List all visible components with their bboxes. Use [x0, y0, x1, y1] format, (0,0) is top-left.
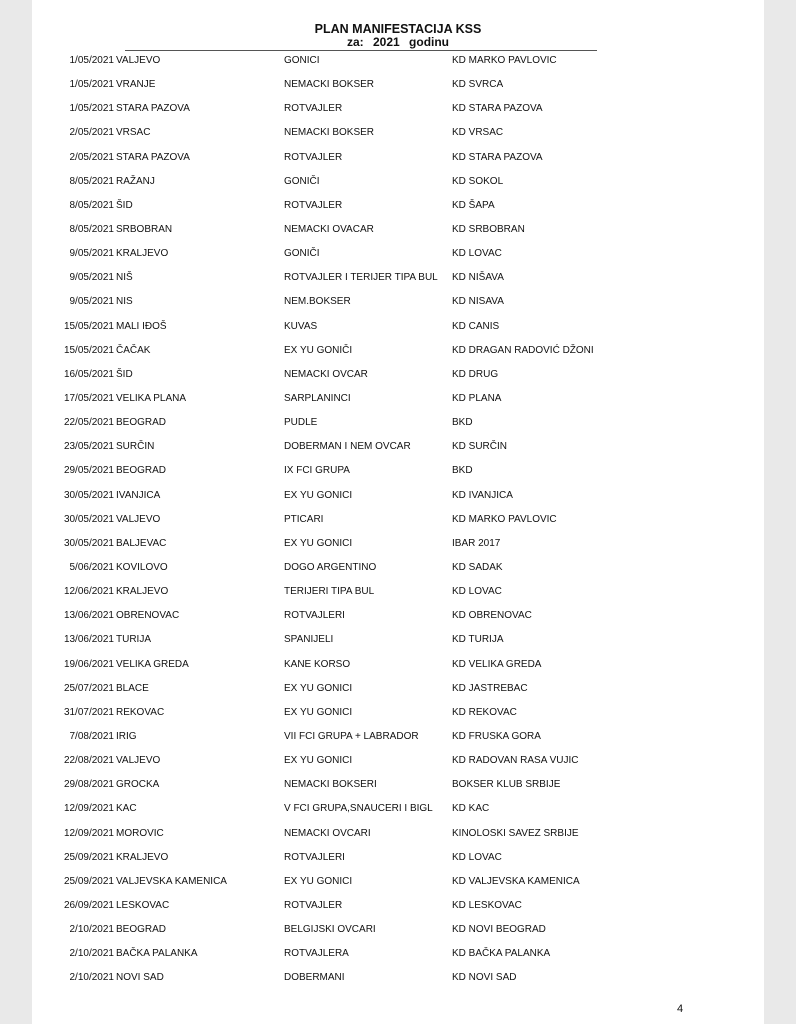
event-place: IRIG: [116, 730, 137, 742]
event-date: 25/07/2021: [63, 682, 114, 694]
table-row: [32, 462, 764, 486]
table-row: [32, 535, 764, 559]
event-date: 19/06/2021: [63, 658, 114, 670]
event-club: KD NIŠAVA: [452, 272, 504, 284]
event-date: 8/05/2021: [69, 199, 114, 211]
table-row: [32, 583, 764, 607]
event-breed: ROTVAJLER: [284, 103, 343, 115]
document-subtitle: [32, 36, 764, 49]
event-place: BEOGRAD: [116, 417, 167, 429]
table-row: [32, 245, 764, 269]
event-club: KINOLOSKI SAVEZ SRBIJE: [452, 827, 579, 839]
event-place: TURIJA: [116, 634, 151, 646]
event-breed: ROTVAJLER: [284, 899, 343, 911]
event-date: 15/05/2021: [63, 320, 114, 332]
event-place: BEOGRAD: [116, 465, 167, 477]
event-place: IVANJICA: [116, 489, 161, 501]
event-place: BAČKA PALANKA: [116, 948, 198, 960]
page-number: 4: [677, 1003, 684, 1015]
table-row: [32, 752, 764, 776]
event-date: 30/05/2021: [63, 513, 114, 525]
event-date: 9/05/2021: [69, 296, 114, 308]
event-date: 2/05/2021: [69, 127, 114, 139]
event-club: KD LOVAC: [452, 851, 502, 863]
event-place: KRALJEVO: [116, 248, 169, 260]
table-row: [32, 100, 764, 124]
event-date: 23/05/2021: [63, 441, 114, 453]
event-date: 29/08/2021: [63, 779, 114, 791]
event-club: KD VRSAC: [452, 127, 504, 139]
event-club: KD SURČIN: [452, 441, 508, 453]
event-breed: DOBERMANI: [284, 972, 345, 984]
event-place: LESKOVAC: [116, 899, 170, 911]
event-club: KD NISAVA: [452, 296, 504, 308]
event-place: RAŽANJ: [116, 175, 155, 187]
event-club: KD STARA PAZOVA: [452, 151, 543, 163]
event-breed: PTICARI: [284, 513, 324, 525]
event-club: KD SOKOL: [452, 175, 504, 187]
event-breed: PUDLE: [284, 417, 318, 429]
event-place: ŠID: [116, 199, 133, 211]
table-row: [32, 800, 764, 824]
event-breed: IX FCI GRUPA: [284, 465, 350, 477]
event-place: VELIKA GREDA: [116, 658, 189, 670]
event-club: IBAR 2017: [452, 537, 501, 549]
table-row: [32, 631, 764, 655]
event-date: 8/05/2021: [69, 223, 114, 235]
table-row: [32, 607, 764, 631]
event-date: 1/05/2021: [69, 55, 114, 66]
table-row: [32, 511, 764, 535]
event-breed: EX YU GONICI: [284, 489, 353, 501]
event-club: KD STARA PAZOVA: [452, 103, 543, 115]
event-breed: EX YU GONICI: [284, 706, 353, 718]
event-club: KD KAC: [452, 803, 490, 815]
event-breed: ROTVAJLERI: [284, 851, 345, 863]
table-row: [32, 849, 764, 873]
table-row: [32, 438, 764, 462]
event-club: KD DRUG: [452, 368, 499, 380]
event-place: KAC: [116, 803, 137, 815]
table-row: [32, 897, 764, 921]
table-row: [32, 366, 764, 390]
event-breed: KANE KORSO: [284, 658, 351, 670]
event-club: KD LESKOVAC: [452, 899, 522, 911]
event-club: KD CANIS: [452, 320, 500, 332]
event-breed: DOGO ARGENTINO: [284, 561, 377, 573]
event-place: KRALJEVO: [116, 586, 169, 598]
event-date: 9/05/2021: [69, 248, 114, 260]
event-breed: GONIČI: [284, 248, 320, 260]
event-date: 17/05/2021: [63, 392, 114, 404]
table-row: [32, 76, 764, 100]
event-place: REKOVAC: [116, 706, 165, 718]
event-place: SURČIN: [116, 441, 155, 453]
event-place: KRALJEVO: [116, 851, 169, 863]
event-place: NIŠ: [116, 272, 133, 284]
event-date: 2/10/2021: [69, 972, 114, 984]
event-breed: BELGIJSKI OVCARI: [284, 924, 376, 936]
event-date: 22/08/2021: [63, 755, 114, 767]
event-club: KD MARKO PAVLOVIC: [452, 55, 557, 66]
table-row: [32, 149, 764, 173]
event-breed: V FCI GRUPA,SNAUCERI I BIGL: [284, 803, 433, 815]
event-breed: EX YU GONICI: [284, 875, 353, 887]
event-club: KD TURIJA: [452, 634, 504, 646]
table-row: [32, 656, 764, 680]
event-date: 25/09/2021: [63, 875, 114, 887]
subtitle-year: 2021: [372, 35, 400, 49]
event-date: 13/06/2021: [63, 634, 114, 646]
event-date: 30/05/2021: [63, 489, 114, 501]
event-breed: ROTVAJLERA: [284, 948, 349, 960]
event-club: KD JASTREBAC: [452, 682, 528, 694]
subtitle-prefix: za:: [346, 35, 364, 49]
event-place: VALJEVO: [116, 55, 161, 66]
event-date: 2/05/2021: [69, 151, 114, 163]
table-row: [32, 728, 764, 752]
event-place: ČAČAK: [116, 344, 151, 356]
event-breed: GONIČI: [284, 175, 320, 187]
event-place: BLACE: [116, 682, 149, 694]
event-club: KD VELIKA GREDA: [452, 658, 542, 670]
event-club: KD PLANA: [452, 392, 502, 404]
event-club: BKD: [452, 465, 473, 477]
event-breed: NEMACKI BOKSER: [284, 79, 375, 91]
event-breed: SPANIJELI: [284, 634, 334, 646]
event-breed: NEMACKI BOKSERI: [284, 779, 377, 791]
event-place: KOVILOVO: [116, 561, 168, 573]
event-breed: DOBERMAN I NEM OVCAR: [284, 441, 411, 453]
table-row: [32, 704, 764, 728]
table-row: [32, 776, 764, 800]
event-date: 12/09/2021: [63, 827, 114, 839]
table-row: [32, 342, 764, 366]
event-date: 8/05/2021: [69, 175, 114, 187]
event-place: BEOGRAD: [116, 924, 167, 936]
event-club: KD RADOVAN RASA VUJIC: [452, 755, 579, 767]
event-place: MALI IĐOŠ: [116, 320, 167, 332]
event-breed: NEMACKI BOKSER: [284, 127, 375, 139]
event-breed: EX YU GONIČI: [284, 344, 353, 356]
event-club: KD FRUSKA GORA: [452, 730, 541, 742]
event-date: 15/05/2021: [63, 344, 114, 356]
event-place: NIS: [116, 296, 133, 308]
event-date: 2/10/2021: [69, 924, 114, 936]
event-breed: SARPLANINCI: [284, 392, 351, 404]
event-date: 26/09/2021: [63, 899, 114, 911]
event-breed: EX YU GONICI: [284, 755, 353, 767]
event-place: OBRENOVAC: [116, 610, 180, 622]
table-row: [32, 825, 764, 849]
event-date: 13/06/2021: [63, 610, 114, 622]
event-club: KD BAČKA PALANKA: [452, 948, 551, 960]
event-club: KD ŠAPA: [452, 199, 495, 211]
table-row: [32, 487, 764, 511]
event-breed: NEMACKI OVACAR: [284, 223, 374, 235]
event-breed: VII FCI GRUPA + LABRADOR: [284, 730, 419, 742]
event-date: 31/07/2021: [63, 706, 114, 718]
event-breed: NEMACKI OVCARI: [284, 827, 371, 839]
event-place: NOVI SAD: [116, 972, 164, 984]
event-breed: ROTVAJLER: [284, 199, 343, 211]
table-row: [32, 293, 764, 317]
event-club: KD NOVI SAD: [452, 972, 517, 984]
event-place: MOROVIC: [116, 827, 164, 839]
table-row: [32, 680, 764, 704]
table-row: [32, 124, 764, 148]
event-club: KD REKOVAC: [452, 706, 517, 718]
event-place: SRBOBRAN: [116, 223, 173, 235]
event-breed: TERIJERI TIPA BUL: [284, 586, 375, 598]
event-place: VELIKA PLANA: [116, 392, 187, 404]
table-row: [32, 221, 764, 245]
events-table: [32, 52, 764, 993]
event-club: BOKSER KLUB SRBIJE: [452, 779, 561, 791]
event-date: 7/08/2021: [69, 730, 114, 742]
event-place: VALJEVO: [116, 513, 161, 525]
table-row: [32, 197, 764, 221]
table-row: [32, 969, 764, 993]
table-row: [32, 945, 764, 969]
table-row: [32, 269, 764, 293]
event-place: STARA PAZOVA: [116, 103, 190, 115]
document-header: [32, 22, 764, 49]
document-page: [32, 0, 764, 1024]
table-row: [32, 559, 764, 583]
event-breed: NEM.BOKSER: [284, 296, 351, 308]
event-date: 1/05/2021: [69, 103, 114, 115]
event-club: KD NOVI BEOGRAD: [452, 924, 546, 936]
event-breed: ROTVAJLERI: [284, 610, 345, 622]
event-place: BALJEVAC: [116, 537, 167, 549]
table-row: [32, 873, 764, 897]
event-place: STARA PAZOVA: [116, 151, 190, 163]
event-place: VRANJE: [116, 79, 156, 91]
event-date: 1/05/2021: [69, 79, 114, 91]
table-row: [32, 52, 764, 76]
event-breed: GONICI: [284, 55, 320, 66]
event-club: KD SADAK: [452, 561, 503, 573]
table-row: [32, 173, 764, 197]
event-club: KD LOVAC: [452, 586, 502, 598]
table-row: [32, 414, 764, 438]
event-date: 29/05/2021: [63, 465, 114, 477]
event-date: 9/05/2021: [69, 272, 114, 284]
event-club: KD DRAGAN RADOVIĆ DŽONI: [452, 344, 594, 356]
table-row: [32, 921, 764, 945]
event-date: 12/09/2021: [63, 803, 114, 815]
event-breed: ROTVAJLER I TERIJER TIPA BUL: [284, 272, 438, 284]
event-breed: NEMACKI OVCAR: [284, 368, 368, 380]
event-club: KD MARKO PAVLOVIC: [452, 513, 557, 525]
event-date: 25/09/2021: [63, 851, 114, 863]
event-date: 2/10/2021: [69, 948, 114, 960]
event-breed: EX YU GONICI: [284, 682, 353, 694]
event-date: 12/06/2021: [63, 586, 114, 598]
event-club: KD SVRCA: [452, 79, 504, 91]
event-club: KD SRBOBRAN: [452, 223, 525, 235]
event-place: ŠID: [116, 368, 133, 380]
event-date: 5/06/2021: [69, 561, 114, 573]
event-place: GROCKA: [116, 779, 160, 791]
document-title: PLAN MANIFESTACIJA KSS: [314, 22, 482, 36]
subtitle-suffix: godinu: [409, 35, 450, 49]
event-place: VALJEVO: [116, 755, 161, 767]
table-row: [32, 318, 764, 342]
table-row: [32, 390, 764, 414]
event-place: VRSAC: [116, 127, 151, 139]
event-date: 30/05/2021: [63, 537, 114, 549]
event-club: KD LOVAC: [452, 248, 502, 260]
event-club: KD OBRENOVAC: [452, 610, 532, 622]
event-club: KD IVANJICA: [452, 489, 513, 501]
event-breed: EX YU GONICI: [284, 537, 353, 549]
event-date: 16/05/2021: [63, 368, 114, 380]
event-breed: ROTVAJLER: [284, 151, 343, 163]
header-divider: [125, 50, 597, 51]
event-club: KD VALJEVSKA KAMENICA: [452, 875, 580, 887]
event-breed: KUVAS: [284, 320, 318, 332]
event-date: 22/05/2021: [63, 417, 114, 429]
event-club: BKD: [452, 417, 473, 429]
event-place: VALJEVSKA KAMENICA: [116, 875, 227, 887]
